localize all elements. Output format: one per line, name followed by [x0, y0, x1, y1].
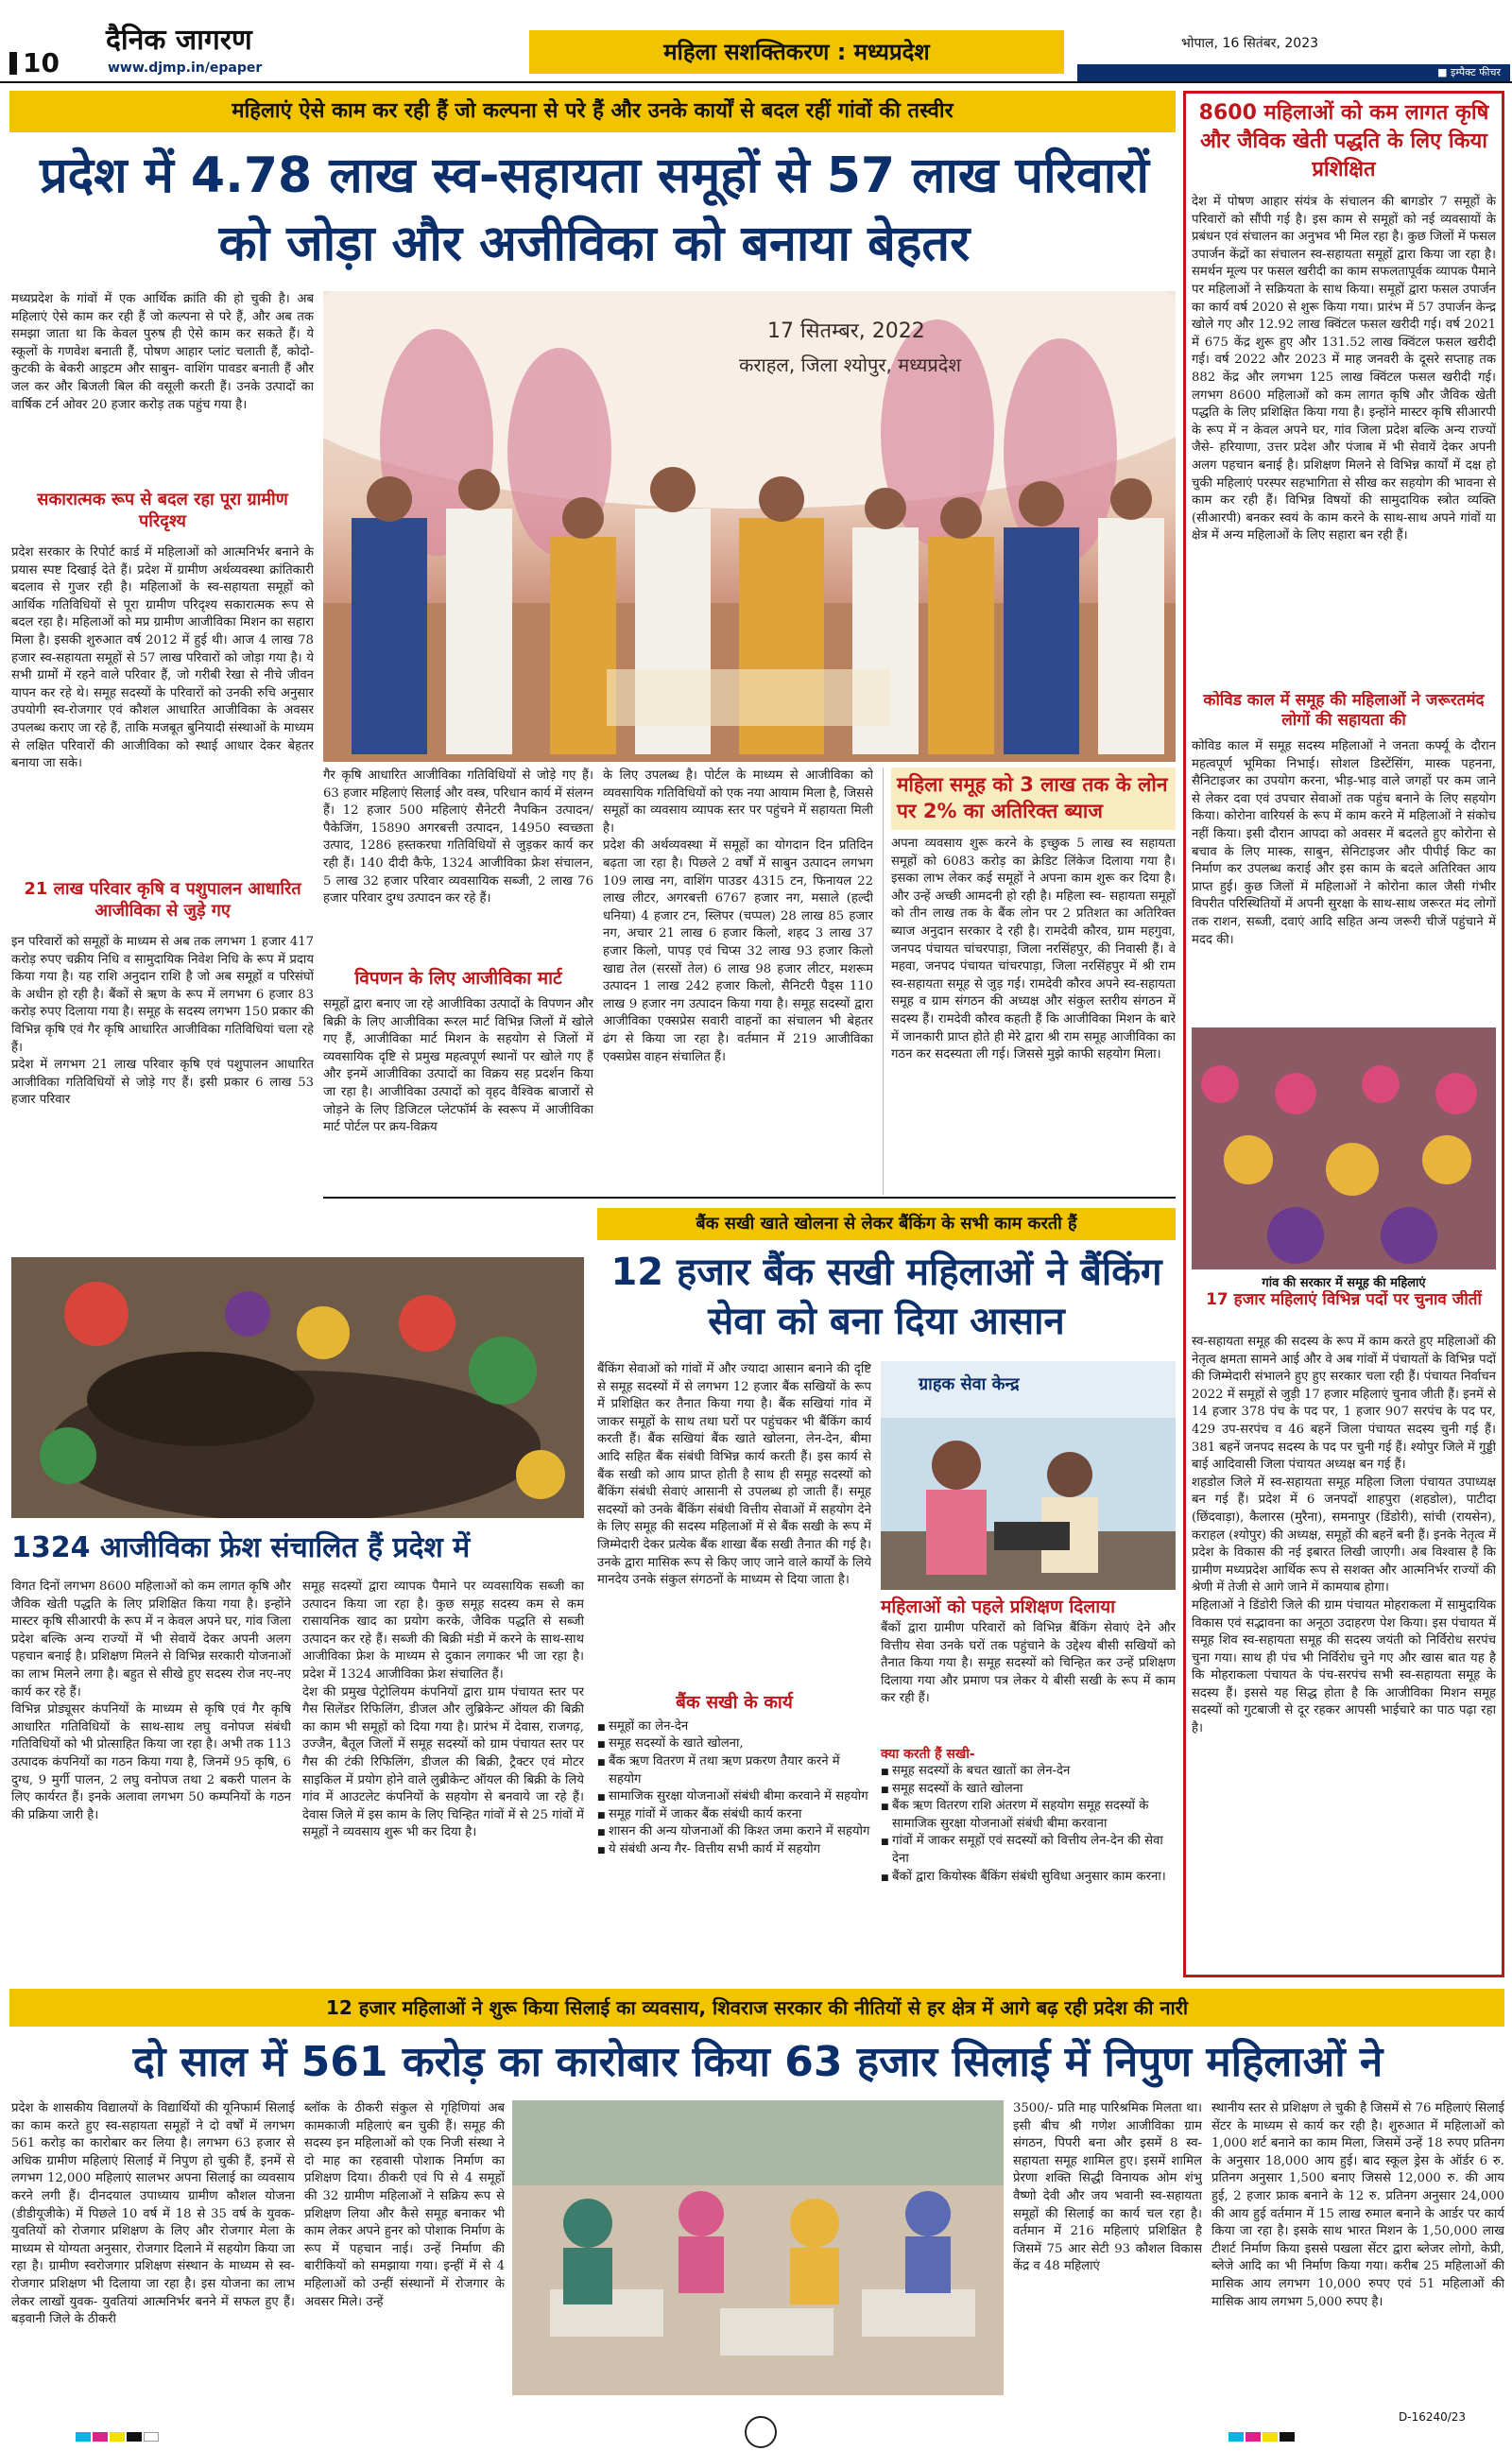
bank-training-head: महिलाओं को पहले प्रशिक्षण दिलाया	[881, 1597, 1116, 1617]
photo-place: कराहल, जिला श्योपुर, मध्यप्रदेश	[739, 354, 961, 376]
fresh-headline: 1324 आजीविका फ्रेश संचालित हैं प्रदेश में	[11, 1531, 471, 1564]
loan-box-headline: महिला समूह को 3 लाख तक के लोन पर 2% का अतिरिक्त ब्याज	[891, 768, 1176, 830]
lead-subhead-2: 21 लाख परिवार कृषि व पशुपालन आधारित आजीविका से जुड़े गए	[24, 879, 301, 921]
meeting-photo-caption: गांव की सरकार में समूह की महिलाएं	[1262, 1276, 1426, 1290]
sewing-illustration	[512, 2100, 1004, 2395]
sewing-photo	[512, 2100, 1004, 2395]
lead-intro-text: मध्यप्रदेश के गांवों में एक आर्थिक क्रांति की हो चुकी है। अब महिलाएं ऐसे काम कर रही हैं जो कल्पना से परे हैं, और अब तक समझा जाता था कि केवल पुरुष ही ऐसे काम कर सकते हैं। ये स्कूलों के गणवेश बनाती हैं, पोषण आहार प्लांट चलाती हैं, कोदो-कुटकी के बेकरी आइटम और साबुन- वाशिंग पावडर बनाती हैं और जल कर और बिजली बिल की वसूली करती हैं। उनके उत्पादों का वार्षिक टर्न ओवर 20 हजार करोड़ तक पहुंच गया है।	[11, 292, 314, 412]
bank-training	[881, 1596, 1176, 1976]
bank-work-item: ■ बैंकों द्वारा कियोस्क बैंकिंग संबंधी सुविधा अनुसार काम करना।	[881, 1869, 1176, 1887]
dateline: भोपाल, 16 सितंबर, 2023	[1181, 36, 1319, 51]
loan-box-text: अपना व्यवसाय शुरू करने के इच्छुक 5 लाख स्व सहायता समूहों को 6083 करोड़ का क्रेडिट लिंकेज दिलाया गया है। इसका लाभ लेकर कई समूहों ने अपना काम शुरू कर दिया है। और उन्हें अच्छी आमदनी हो रही है। महिला स्व- सहायता समूहों को तीन लाख तक के बैंक लोन पर 2 प्रतिशत का अतिरिक्त ब्याज अनुदान सरकार दे रही है। रामदेवी कौरव, ग्राम महगुवा, जनपद पंचायत चांचरपाड़ा, जिला नरसिंहपुर, की निवासी हैं। वे महवा, जनपद पंचायत चांचरपाड़ा, जिला नरसिंहपुर में श्री राम स्व-सहायता समूह से जुड़ गई। रामदेवी कौरव अपने स्व-सहायता समूह व ग्राम संगठन की अध्यक्ष और संकुल स्तरीय संगठन में सदस्य हैं। रामदेवी कौरव कहती हैं कि आजीविका मिशन के बारे में जानकारी प्राप्त होते ही मेरे द्वारा श्री राम समूह आजीविका का गठन कर सदस्यता ली गई। जिससे मुझे काफी सहयोग मिला।	[891, 837, 1176, 1062]
lead-col2-text-2: समूहों द्वारा बनाए जा रहे आजीविका उत्पादों के विपणन और बिक्री के लिए आजीविका रूरल मार्ट विभिन्न जिलों में खोले गए हैं, आजीविका मार्ट मिशन के सहयोग से जिलों में व्यवसायिक दृष्टि से प्रमुख महत्वपूर्ण स्थानों पर खोले गए हैं और इनमें आजीविका उत्पादों का विक्रय सह प्रदर्शन किया जा रहा है। आजीविका उत्पादों को वृहद वैश्विक बाजारों से जोड़ने के लिए डिजिटल प्लेटफॉर्म के स्वरूप में आजीविका मार्ट पोर्टल पर क्रय-विक्रय	[323, 997, 593, 1135]
bank-duty-item: ■ शासन की अन्य योजनाओं की किश्त जमा कराने में सहयोग	[597, 1823, 871, 1841]
silai-col4: स्थानीय स्तर से प्रशिक्षण ले चुकी है जिसमें से 76 महिलाएं सिलाई सेंटर के माध्यम से कार्य कर रही है। शुरुआत में महिलाओं को 1,000 शर्ट बनाने का काम मिला, जिसमें उन्हें 18 रुपए प्रतिनग के अनुसार 18,000 आय हुई। बाद स्कूल ड्रेस के ऑर्डर 6 रु. प्रतिनग अनुसार 1,500 बनाए जिससे 12,000 रु. की आय हुई, 2 हजार फ्राक बनाने के 12 रु. प्रतिनग अनुसार 24,000 की आय हुई वर्तमान में 15 लाख रुमाल बनाने के आर्डर पर कार्य किया जा रहा है। इसके साथ भारत मिशन के 1,50,000 लाख टीशर्ट निर्माण किया इससे पखला सेंटर द्वारा ब्लेजर लोगो, केप्री, ब्लेजे आदि का भी निर्माण किया गया। करीब 25 महिलाओं की मासिक आय लगभग 10,000 रुपए एवं 51 महिलाओं की मासिक आय लगभग 5,000 रुपए है।	[1211, 2101, 1504, 2309]
meeting-photo	[1192, 1027, 1496, 1269]
bank-sign: ग्राहक सेवा केन्द्र	[919, 1374, 1020, 1394]
event-photo	[323, 291, 1176, 762]
lead-col2-subhead: विपणन के लिए आजीविका मार्ट	[354, 968, 562, 989]
bank-duties-head: बैंक सखी के कार्य	[676, 1692, 793, 1713]
lead-col3-text: के लिए उपलब्ध है। पोर्टल के माध्यम से आजीविका को व्यवसायिक गतिविधियों को एक नया आयाम मिला है, जिससे समूहों का व्यवसाय व्यापक स्तर पर पहुंचने में सहायता मिली है। प्रदेश की अर्थव्यवस्था में समूहों का योगदान दिन प्रतिदिन बढ़ता जा रहा है। पिछले 2 वर्षों में साबुन उत्पादन लगभग 109 लाख नग, वाशिंग पाउडर 4315 टन, फिनायल 22 लाख लीटर, अगरबत्ती 6767 हजार नग, मसाले (हल्दी धनिया) 4 हजार टन, स्लिपर (चप्पल) 28 लाख 85 हजार नग, अचार 21 लाख 6 हजार किलो, शहद 3 लाख 37 हजार किलो, पापड़ एवं चिप्स 32 लाख 93 हजार किलो खाद्य तेल (सरसों तेल) 6 लाख 98 हजार लीटर, मशरूम उत्पादन 1 लाख 242 हजार किलो, सैनिटरी पैड्स 110 लाख 9 हजार नग उत्पादन किया गया है। समूह सदस्यों द्वारा आजीविका एक्सप्रेस सवारी वाहनों का संचालन भी बेहतर ढंग से किया जा रहा है। वर्तमान में 219 आजीविका एक्सप्रेस वाहन संचालित हैं।	[603, 768, 873, 1064]
sidebar	[1183, 91, 1504, 1977]
bank-duties-list	[597, 1718, 871, 1964]
photo-date: 17 सितम्बर, 2022	[767, 319, 925, 343]
registration-mark	[745, 2416, 777, 2448]
silai-strap: 12 हजार महिलाओं ने शुरू किया सिलाई का व्यवसाय, शिवराज सरकार की नीतियों से हर क्षेत्र में आगे बढ़ रही प्रदेश की नारी	[9, 1989, 1504, 2027]
bank-work-item: ■ बैंक ऋण वितरण राशि अंतरण में सहयोग समूह सदस्यों के सामाजिक सुरक्षा योजनाओं संबंधी बीमा करवाना	[881, 1798, 1176, 1833]
sidebar-subhead-covid: कोविड काल में समूह की महिलाओं ने जरूरतमंद लोगों की सहायता की	[1203, 691, 1485, 731]
masthead	[0, 0, 1512, 83]
bank-duty-item: ■ ये संबंधी अन्य गैर- वित्तीय सभी कार्य में सहयोग	[597, 1841, 871, 1859]
color-strip-right	[1228, 2427, 1297, 2445]
section-banner: महिला सशक्तिकरण : मध्यप्रदेश	[529, 30, 1064, 74]
silai-col3: 3500/- प्रति माह पारिश्रमिक मिलता था। इसी बीच श्री गणेश आजीविका ग्राम संगठन, पिपरी बना और इसमें 8 स्व- सहायता समूह शामिल हुए। इसमें शामिल प्रेरणा शक्ति सिद्धी विनायक ओम शंभु वैष्णो देवी और जय भवानी स्व-सहायता समूहों की सिलाई का कार्य चल रहा है। वर्तमान में 216 महिलाएं प्रशिक्षित है जिसमें 75 आर सेटी 93 कौशल विकास केंद्र व 48 महिलाएं	[1013, 2101, 1202, 2274]
bank-strap: बैंक सखी खाते खोलना से लेकर बैंकिंग के सभी काम करती हैं	[597, 1208, 1176, 1240]
bank-duty-item: ■ समूह सदस्यों के खाते खोलना,	[597, 1735, 871, 1753]
bank-work-list	[881, 1763, 1176, 1952]
ad-code: D-16240/23	[1399, 2410, 1467, 2424]
bank-duty-item: ■ समूहों का लेन-देन	[597, 1718, 871, 1736]
sidebar-subhead-election: 17 हजार महिलाएं विभिन्न पदों पर चुनाव जीतीं	[1206, 1290, 1482, 1309]
bank-work-item: ■ समूह सदस्यों के बचत खातों का लेन-देन	[881, 1763, 1176, 1781]
bank-illustration	[881, 1361, 1176, 1590]
fresh-col2-text: समूह सदस्यों द्वारा व्यापक पैमाने पर व्यवसायिक सब्जी का उत्पादन किया जा रहा है। कुछ समूह सदस्य कम से कम रासायनिक खाद का प्रयोग करके, जैविक पद्धति से सब्जी उत्पादन कर रहे हैं। सब्जी की बिक्री मंडी में करने के साथ-साथ आजीविका फ्रेश के माध्यम से दुकान लगाकर भी जा रहा है। प्रदेश में 1324 आजीविका फ्रेश संचालित हैं। देश की प्रमुख पेट्रोलियम कंपनियों द्वारा ग्राम पंचायत स्तर पर गैस सिलेंडर रिफिलिंग, डीजल और लुब्रिकेन्ट ऑयल की बिक्री का काम भी समूहों को दिया गया है। प्रारंभ में देवास, राजगढ़, उज्जैन, बैतूल जिलों में समूह सदस्यों को ग्राम पंचायत स्तर पर गैस की टंकी रिफिलिंग, डीजल की बिक्री, ट्रैक्टर एवं मोटर साइकिल में प्रयोग होने वाले लुब्रीकेन्ट ऑयल की बिक्री के लिये गांव में आउटलेट कंपनियों के सहयोग से बनवाये जा रहे हैं। देवास जिले में इस काम के लिए चिन्हित गांवों में से 25 गांवों में समूहों ने व्यवसाय शुरू भी कर दिया है।	[302, 1579, 584, 1840]
sidebar-text-2: कोविड काल में समूह सदस्य महिलाओं ने जनता कर्फ्यू के दौरान महत्वपूर्ण भूमिका निभाई। सोशल डिस्टेंसिंग, मास्क पहनना, सैनिटाइजर का उपयोग करना, भीड़-भाड़ वाले जगहों पर कम जाने से लेकर दवा एवं उपचार सेवाओं तक पहुंच बनाने के लिए सहयोग किया। कोरोना वारियर्स के रूप में काम करने में महिलाओं ने संकोच नहीं किया। इसी दौरान आपदा को अवसर में बदलते हुए कोरोना से बचाव के लिए मास्क, साबुन, सेनिटाइजर और पीपीई किट का निर्माण कर उपलब्ध कराई और इस काम के बदले अतिरिक्त आय प्राप्त हुई। कुछ जिलों में महिलाओं ने कोरोना काल जैसी गंभीर विपरीत परिस्थितियों में अपनी सुरक्षा के साथ-साथ जरूरत मंद लोगों तक राशन, सब्जी, दवाएं आदि सहित अन्य जरूरी चीजें पहुंचाने में मदद की।	[1192, 739, 1496, 947]
top-strap: महिलाएं ऐसे काम कर रही हैं जो कल्पना से परे हैं और उनके कार्यों से बदल रहीं गांवों की तस्वीर	[9, 91, 1176, 132]
sidebar-text-3: स्व-सहायता समूह की सदस्य के रूप में काम करते हुए महिलाओं की नेतृत्व क्षमता सामने आई और वे अब गांवों में पंचायतों के विभिन्न पदों की जिम्मेदारी संभालने हुए हुए सरकार चला रही हैं। पंचायत निर्वाचन 2022 में समूहों से जुड़ी 17 हजार महिलाएं चुनाव जीती हैं। इनमें से 14 हजार 378 पंच के पद पर, 1 हजार 907 सरपंच के पद पर, 429 उप-सरपंच व 46 बहनें जिला पंचायत सदस्य चुनी गई हैं। 381 बहनें जनपद सदस्य के पद पर चुनी गई हैं। श्योपुर जिले में गुड्डी बाई आदिवासी जिला पंचायत अध्यक्ष बन गई हैं। शहडोल जिले में स्व-सहायता समूह महिला जिला पंचायत उपाध्यक्ष बन गई हैं। प्रदेश में 6 जनपदों शाहपुरा (शहडोल), पाटीदा (छिंदवाड़ा), कैलारस (मुरैना), समनापुर (डिंडोरी), सांची (रायसेन), कराहल (श्योपुर) की अध्यक्ष, समूहों की बहनें बनी हैं। इनके नेतृत्व में प्रदेश के विकास की नई इबारत लिखी जाएगी। अब विश्वास है कि ग्रामीण मध्यप्रदेश आर्थिक रूप से सशक्त और आत्मनिर्भर राज्यों की श्रेणी में तेजी से आगे जाने में कामयाब होगा। महिलाओं ने डिंडोरी जिले की ग्राम पंचायत मोहराकला में सामुदायिक विकास एवं सद्भावना का अनूठा उदाहरण पेश किया। इस पंचायत में समूह शिव स्व-सहायता समूह की सदस्य जयंती को निर्विरोध सरपंच चुना गया। साथ ही पंच भी निर्विरोध चुने गए और खास बात यह है कि मोहराकला पंचायत के पंच-सरपंच सभी स्व-सहायता समूह के सदस्य हैं। इससे यह सिद्ध होता है कि आजीविका मिशन समूह सदस्यों को गुटबाजी से दूर रहकर आपसी भाईचारे का पाठ पढ़ा रहा है।	[1192, 1335, 1496, 1736]
farming-illustration	[11, 1257, 584, 1518]
bank-work-item: ■ समूह सदस्यों के खाते खोलना	[881, 1781, 1176, 1799]
farming-photo	[11, 1257, 584, 1518]
divider	[323, 1197, 1176, 1199]
bank-training-text: बैंकों द्वारा ग्रामीण परिवारों को विभिन्न बैंकिंग सेवाएं देने और वित्तीय सेवा उनके घरों तक पहुंचाने के उद्देश्य बीसी सखियों को तैनात किया गया है। समूह सदस्यों को चिन्हित कर उन्हें प्रशिक्षण दिलाया गया और प्रमाण पत्र लेकर ये बीसी सखी के रूप में काम कर रही हैं।	[881, 1621, 1176, 1706]
bank-duty-item: ■ समूह गांवों में जाकर बैंक संबंधी कार्य करना	[597, 1806, 871, 1824]
epaper-url[interactable]: www.djmp.in/epaper	[108, 60, 263, 76]
page-number: 10	[9, 47, 60, 78]
silai-headline: दो साल में 561 करोड़ का कारोबार किया 63 हजार सिलाई में निपुण महिलाओं ने	[132, 2038, 1383, 2086]
color-strip-left	[76, 2427, 161, 2445]
lead-body-text-1: प्रदेश सरकार के रिपोर्ट कार्ड में महिलाओं को आत्मनिर्भर बनाने के प्रयास स्पष्ट दिखाई देते हैं। प्रदेश में ग्रामीण अर्थव्यवस्था क्रांतिकारी बदलाव से गुजर रही है। महिलाओं के स्व-सहायता समूहों को आर्थिक गतिविधियों से पूरा ग्रामीण परिदृश्य सकारात्मक रूप से बदल रहा है। महिलाओं को मप्र ग्रामीण आजीविका मिशन का सहारा मिला है। इसकी शुरुआत वर्ष 2012 में हुई थी। आज 4 लाख 78 हजार स्व-सहायता समूहों से 57 लाख परिवारों को जोड़ा गया है। ये सभी ग्रामों में रहने वाले परिवार हैं, जो गरीबी रेखा से नीचे जीवन यापन कर रहे थे। समूह सदस्यों के परिवारों को उनकी रुचि अनुसार उपयोगी स्व-रोजगार एवं कौशल आधारित आजीविका के अवसर उपलब्ध कराए जा रहे हैं, ताकि मजबूत बुनियादी संस्थाओं के माध्यम से लक्षित परिवारों की आजीविका को स्थाई आधार देकर बेहतर बनाया जा सके।	[11, 545, 314, 771]
lead-headline: प्रदेश में 4.78 लाख स्व-सहायता समूहों से 57 लाख परिवारों को जोड़ा और अजीविका को बनाया बेहतर	[40, 147, 1149, 272]
lead-col2-text: गैर कृषि आधारित आजीविका गतिविधियों से जोड़े गए हैं। 63 हजार महिलाएं सिलाई और वस्त्र, परिधान कार्य में संलग्न हैं। 12 हजार 500 महिलाएं सैनेटरी नैपकिन उत्पादन/पैकेजिंग, 15890 अगरबत्ती उत्पादन, 14950 स्वच्छता उत्पाद, 1286 हस्तकरघा गतिविधियों से जुड़कर कार्य कर रही हैं। 140 दीदी कैफे, 1324 आजीविका फ्रेश संचालन, 5 लाख 32 हजार परिवार व्यवसायिक सब्जी, 2 लाख 76 हजार परिवार दुग्ध उत्पादन कर रहे हैं।	[323, 768, 593, 906]
bank-duties	[597, 1692, 871, 1976]
bank-headline: 12 हजार बैंक सखी महिलाओं ने बैंकिंग सेवा को बना दिया आसान	[610, 1251, 1162, 1343]
meeting-illustration	[1192, 1027, 1496, 1269]
sidebar-headline: 8600 महिलाओं को कम लागत कृषि और जैविक खेती पद्धति के लिए किया प्रशिक्षित	[1198, 101, 1489, 181]
footer	[0, 2408, 1512, 2451]
newspaper-logo: दैनिक जागरण	[106, 24, 252, 57]
bank-work-head: क्या करती हैं सखी-	[881, 1747, 975, 1762]
silai-col2: ब्लॉक के ठीकरी संकुल से गृहिणियां अब कामकाजी महिलाएं बन चुकी हैं। समूह की सदस्य इन महिलाओं को एक निजी संस्था ने दो माह का रहवासी पोशाक निर्माण का प्रशिक्षण दिया। ठीकरी एवं पि से 4 समूहों की 32 ग्रामीण महिलाओं ने सक्रिय रूप से प्रशिक्षण लिया और कैसे समूह बनाकर भी काम लेकर अपने हुनर को पोशाक निर्माण के रूप में पहचान नाई। उन्हें निर्माण की बारीकियों को समझाया गया। इन्हीं में से 4 महिलाओं को उन्हीं संस्थानों में रोजगार के अवसर मिले। उन्हें	[304, 2101, 505, 2309]
bank-photo	[881, 1361, 1176, 1590]
fresh-col1-text: विगत दिनों लगभग 8600 महिलाओं को कम लागत कृषि और जैविक खेती पद्धति के लिए प्रशिक्षित किया गया है। इन्होंने मास्टर कृषि सीआरपी के रूप में न केवल अपने घर, गांव जिला प्रदेश बल्कि अन्य राज्यों में भी सेवायें देकर अपनी अलग पहचान बनाई है। प्रशिक्षण मिलने से विभिन्न सरकारी योजनाओं का लाभ मिलने लगा है। बहुत से सीखे हुए सदस्य रोज नए-नए कार्य कर रहे हैं। विभिन्न प्रोड्यूसर कंपनियों के माध्यम से कृषि एवं गैर कृषि आधारित गतिविधियों के साथ-साथ लघु वनोपज संबंधी गतिविधियों को भी प्रोत्साहित किया जा रहा है। अभी तक 113 उत्पादक कंपनियों का गठन किया गया है, जिनमें 95 कृषि, 6 दुग्ध, 9 मुर्गी पालन, 2 लघु वनोपज तथा 2 बकरी पालन के लिए कार्यरत हैं। इनके अलावा लगभग 50 कम्पनियों के गठन की प्रक्रिया जारी है।	[11, 1579, 291, 1822]
silai-col1: प्रदेश के शासकीय विद्यालयों के विद्यार्थियों की यूनिफार्म सिलाई का काम करते हुए स्व-सहायता समूहों ने दो वर्षों में लगभग 561 करोड़ का कारोबार कर लिया है। लगभग 63 हजार से अधिक ग्रामीण महिलाएं सिलाई में निपुण हो चुकी हैं, इनमें से लगभग 12,000 महिलाएं सालभर अपना सिलाई का व्यवसाय करने लगी हैं। दीनदयाल उपाध्याय ग्रामीण कौशल योजना (डीडीयूजीके) में पिछले 10 वर्ष में 18 से 35 वर्ष के युवक-युवतियों को रोजगार प्रशिक्षण के लिए और रोजगार मेला के माध्यम से योग्यता अनुसार, रोजगार दिलाने में सहयोग किया जा रहा है। ग्रामीण स्वरोजगार प्रशिक्षण संस्थान के माध्यम से स्व-रोजगार प्रशिक्षण भी दिलाया जा रहा है। इस योजना का लाभ लेकर लाखों युवक- युवतियां आत्मनिर्भर बनने में सफल हुए हैं। बड़वानी जिले के ठीकरी	[11, 2101, 295, 2327]
bank-duty-item: ■ बैंक ऋण वितरण में तथा ऋण प्रकरण तैयार करने में सहयोग	[597, 1753, 871, 1788]
bank-text: बैंकिंग सेवाओं को गांवों में और ज्यादा आसान बनाने की दृष्टि से समूह सदस्यों में से लगभग 12 हजार बैंक सखियों के रूप में प्रशिक्षित कर तैनात किया गया है। बैंक सखियां गांव में जाकर समूहों के साथ तथा घरों पर पहुंचकर भी बैंकिंग कार्य करती हैं। बैंक सखियां बैंक खाते खोलना, लेन-देन, बीमा आदि सहित बैंक संबंधी विभिन्न कार्य करती हैं। इस कार्य से बैंक सखी को आय प्राप्त होती है साथ ही समूह सदस्यों को बैंकिंग संबंधी सेवाएं आसानी से उपलब्ध हो जाती हैं। समूह सदस्यों को उनके बैंकिंग संबंधी वित्तीय सेवाओं में सहयोग देने के लिए समूह की सदस्य महिलाओं में से बैंक सखी के रूप में जिम्मेदारी देकर प्रत्येक बैंक शाखा बैंक सखी तैनात की गई है। उनके द्वारा मासिक रूप से किए जाए जाने वाले कार्यों के लिये मानदेय उनके संकुल संगठनों के माध्यम से दिया जाता है।	[597, 1362, 871, 1588]
bank-work-item: ■ गांवों में जाकर समूहों एवं सदस्यों को वित्तीय लेन-देन की सेवा देना	[881, 1833, 1176, 1868]
lead-body-text-2: इन परिवारों को समूहों के माध्यम से अब तक लगभग 1 हजार 417 करोड़ रुपए चक्रीय निधि व सामुदायिक निवेश निधि के रूप में प्रदाय किया गया है। यह राशि अनुदान राशि है जो अब समूहों व परिसंघों के अधीन हो रही है। बैंकों से ऋण के रूप में लगभग 6 हजार 83 करोड़ रुपए दिलाया गया है। समूह के सदस्य लगभग 150 प्रकार की विभिन्न कृषि एवं गैर कृषि आधारित आजीविका गतिविधियां चला रहे हैं। प्रदेश में लगभग 21 लाख परिवार कृषि एवं पशुपालन आधारित आजीविका गतिविधियों से जोड़े गए हैं। इसी प्रकार 6 लाख 53 हजार परिवार	[11, 935, 314, 1108]
sidebar-text-1: देश में पोषण आहार संयंत्र के संचालन की बागडोर 7 समूहों के परिवारों को सौंपी गई है। इस काम से समूहों को नई व्यवसायों के प्रबंधन एवं संचालन का अनुभव भी मिल रहा है। कुछ जिलों में फसल उपार्जन केंद्रों का संचालन स्व-सहायता समूहों द्वारा किया जा रहा है। समर्थन मूल्य पर फसल खरीदी का काम सफलतापूर्वक व्यापक पैमाने पर महिलाओं ने सक्रियता के साथ किया। समूहों द्वारा फसल उपार्जन का कार्य वर्ष 2020 से शुरू किया गया। प्रारंभ में 57 उपार्जन केन्द्र खोले गए और 12.92 लाख क्विंटल फसल खरीदी गई। वर्ष 2021 में 675 केंद्र शुरू हुए और 131.52 लाख क्विंटल फसल खरीदी गई। वर्ष 2022 और 2023 में माह जनवरी के दूसरे सप्ताह तक 882 केंद्र और लगभग 125 लाख क्विंटल फसल खरीदी गई। लगभग 8600 महिलाओं को कम लागत कृषि और जैविक खेती पद्धति के लिए प्रशिक्षित किया गया है। इन्होंने मास्टर कृषि सीआरपी के रूप में न केवल अपने घर, गांव जिला प्रदेश बल्कि अन्य राज्यों जैसे- हरियाणा, उत्तर प्रदेश और पंजाब में भी सेवायें देकर अपनी अलग पहचान बनाई है। प्रशिक्षण मिलने से विभिन्न कार्यों में दक्ष हो चुकी महिलाएं परस्पर सहभागिता से सीख कर सहयोग की भावना से काम कर रही हैं। विभिन्न विषयों की सामुदायिक स्त्रोत व्यक्ति (सीआरपी) बनकर स्वयं के काम करने के साथ-साथ अपने गांवों या क्षेत्र में अन्य महिलाओं के लिए सहारा बन रही हैं।	[1192, 195, 1496, 544]
masthead-rule	[0, 81, 1512, 83]
loan-box	[883, 768, 1176, 1195]
feature-tag: ■ इम्पैक्ट फीचर	[1077, 64, 1510, 81]
bank-duty-item: ■ सामाजिक सुरक्षा योजनाओं संबंधी बीमा करवाने में सहयोग	[597, 1788, 871, 1806]
lead-subhead-1: सकारात्मक रूप से बदल रहा पूरा ग्रामीण परिदृश्य	[37, 490, 288, 531]
